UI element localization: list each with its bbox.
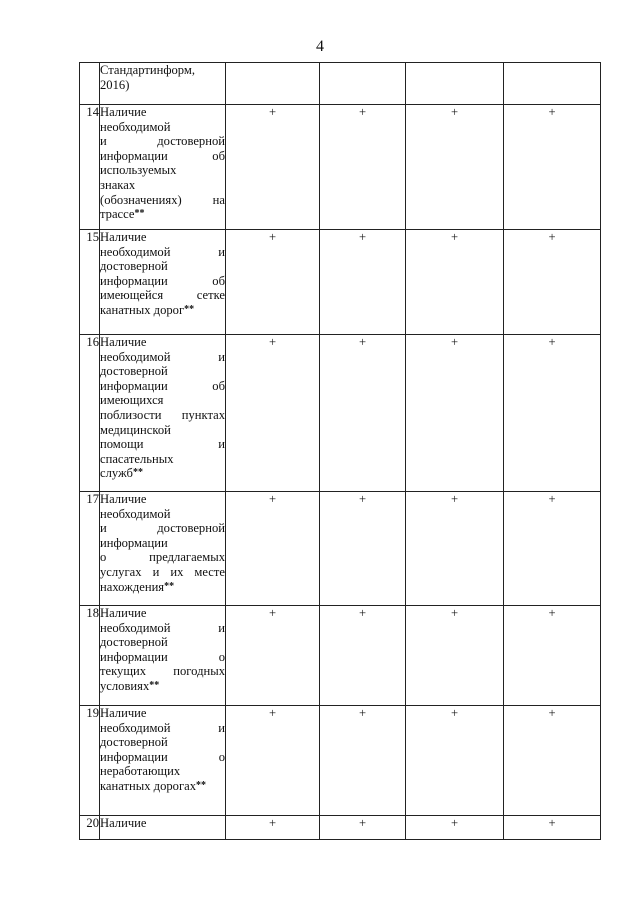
row-number: 19 xyxy=(80,706,100,816)
description-line: Наличие xyxy=(100,105,147,119)
description-line: необходимой xyxy=(100,506,171,521)
description-line: поблизости пунктах xyxy=(100,407,225,422)
mark-cell-3: + xyxy=(406,492,504,606)
footnote-marker: ** xyxy=(196,779,207,791)
mark-cell-2: + xyxy=(320,492,406,606)
description-line: достоверной xyxy=(100,259,168,274)
table-row xyxy=(80,606,601,706)
mark-cell-4: + xyxy=(504,706,601,816)
table-row xyxy=(80,335,601,492)
footnote-marker: ** xyxy=(134,208,145,220)
mark-cell-2: + xyxy=(320,230,406,335)
mark-cell-2: + xyxy=(320,606,406,706)
row-number: 14 xyxy=(80,105,100,230)
description-line: необходимой и xyxy=(100,349,225,364)
description-line: о предлагаемых xyxy=(100,550,225,565)
description-line: информации об xyxy=(100,273,225,288)
mark-cell-2 xyxy=(320,63,406,105)
criterion-description xyxy=(100,63,226,105)
criterion-description xyxy=(100,606,226,706)
mark-cell-1: + xyxy=(226,105,320,230)
mark-cell-3: + xyxy=(406,335,504,492)
mark-cell-1: + xyxy=(226,492,320,606)
table-row xyxy=(80,492,601,606)
description-line: Наличие xyxy=(100,706,147,720)
description-line: канатных дорогах** xyxy=(100,778,207,793)
mark-cell-3: + xyxy=(406,706,504,816)
description-line: информации о xyxy=(100,649,225,664)
mark-cell-2: + xyxy=(320,816,406,840)
row-number xyxy=(80,63,100,105)
mark-cell-4: + xyxy=(504,230,601,335)
mark-cell-3: + xyxy=(406,230,504,335)
description-line: трассе** xyxy=(100,207,145,222)
table-row xyxy=(80,105,601,230)
table-row xyxy=(80,816,601,840)
row-number: 15 xyxy=(80,230,100,335)
criterion-description xyxy=(100,105,226,230)
mark-cell-4 xyxy=(504,63,601,105)
criterion-description xyxy=(100,230,226,335)
footnote-marker: ** xyxy=(132,467,143,479)
mark-cell-1: + xyxy=(226,230,320,335)
criterion-description xyxy=(100,335,226,492)
description-line: и достоверной xyxy=(100,134,225,149)
description-line: информации о xyxy=(100,749,225,764)
mark-cell-1: + xyxy=(226,335,320,492)
description-line: необходимой и xyxy=(100,244,225,259)
footnote-marker: ** xyxy=(184,303,195,315)
description-line: нахождения** xyxy=(100,579,175,594)
description-line: используемых xyxy=(100,163,177,178)
mark-cell-3: + xyxy=(406,105,504,230)
table-row xyxy=(80,706,601,816)
mark-cell-1: + xyxy=(226,706,320,816)
mark-cell-3 xyxy=(406,63,504,105)
description-line: информации об xyxy=(100,378,225,393)
description-line: Наличие xyxy=(100,816,147,830)
footnote-marker: ** xyxy=(164,580,175,592)
description-line: достоверной xyxy=(100,635,168,650)
description-line: Наличие xyxy=(100,606,147,620)
page-number: 4 xyxy=(316,38,324,55)
criterion-description xyxy=(100,492,226,606)
description-line: служб** xyxy=(100,466,143,481)
description-line: информации об xyxy=(100,148,225,163)
description-line: текущих погодных xyxy=(100,664,225,679)
mark-cell-1: + xyxy=(226,606,320,706)
description-line: имеющихся xyxy=(100,393,164,408)
row-number: 20 xyxy=(80,816,100,840)
description-line: 2016) xyxy=(100,77,130,92)
table-row xyxy=(80,230,601,335)
mark-cell-2: + xyxy=(320,105,406,230)
description-line: помощи и xyxy=(100,437,225,452)
criteria-table xyxy=(79,62,601,840)
description-line: (обозначениях) на xyxy=(100,192,225,207)
description-line: Наличие xyxy=(100,492,147,506)
criterion-description xyxy=(100,706,226,816)
description-line: неработающих xyxy=(100,764,181,779)
description-line: канатных дорог** xyxy=(100,302,195,317)
mark-cell-3: + xyxy=(406,816,504,840)
mark-cell-4: + xyxy=(504,335,601,492)
description-line: условиях** xyxy=(100,678,160,693)
mark-cell-1: + xyxy=(226,816,320,840)
description-line: услугах и их месте xyxy=(100,564,225,579)
description-line: достоверной xyxy=(100,364,168,379)
description-line: информации xyxy=(100,535,168,550)
footnote-marker: ** xyxy=(149,679,160,691)
description-line: Наличие xyxy=(100,230,147,244)
description-line: необходимой и xyxy=(100,620,225,635)
mark-cell-4: + xyxy=(504,816,601,840)
description-line: Стандартинформ, xyxy=(100,63,196,77)
description-line: необходимой и xyxy=(100,720,225,735)
description-line: имеющейся сетке xyxy=(100,288,225,303)
description-line: и достоверной xyxy=(100,521,225,536)
description-line: медицинской xyxy=(100,422,171,437)
description-line: спасательных xyxy=(100,451,174,466)
mark-cell-1 xyxy=(226,63,320,105)
row-number: 17 xyxy=(80,492,100,606)
description-line: Наличие xyxy=(100,335,147,349)
mark-cell-3: + xyxy=(406,606,504,706)
mark-cell-4: + xyxy=(504,606,601,706)
mark-cell-2: + xyxy=(320,335,406,492)
description-line: знаках xyxy=(100,177,136,192)
description-line: необходимой xyxy=(100,119,171,134)
mark-cell-2: + xyxy=(320,706,406,816)
table-row xyxy=(80,63,601,105)
description-line: достоверной xyxy=(100,735,168,750)
mark-cell-4: + xyxy=(504,105,601,230)
criterion-description xyxy=(100,816,226,840)
row-number: 18 xyxy=(80,606,100,706)
mark-cell-4: + xyxy=(504,492,601,606)
row-number: 16 xyxy=(80,335,100,492)
